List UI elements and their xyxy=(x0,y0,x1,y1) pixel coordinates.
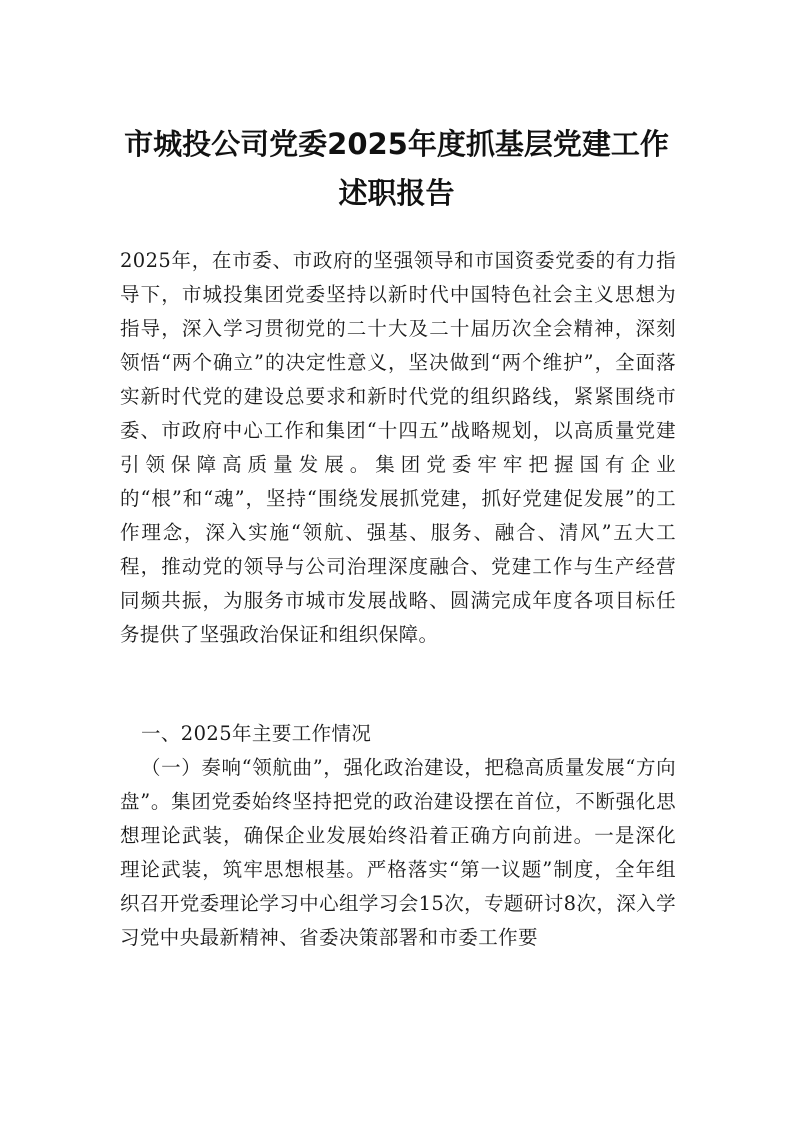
document-title-line-1: 市城投公司党委2025年度抓基层党建工作 xyxy=(124,127,669,161)
document-title-line-2: 述职报告 xyxy=(338,176,455,210)
section-1-paragraph-1: （一）奏响“领航曲”，强化政治建设，把稳高质量发展“方向盘”。集团党委始终坚持把党的政治建设摆在首位，不断强化思想理论武装，确保企业发展始终沿着正确方向前进。一是深化理论武装，筑牢思想根基。严格落实“第一议题”制度，全年组织召开党委理论学习中心组学习会15次，专题研讨8次，深入学习党中央最新精神、省委决策部署和市委工作要 xyxy=(120,756,676,949)
section-1-heading: 一、2025年主要工作情况 xyxy=(141,722,372,745)
intro-paragraph: 2025年，在市委、市政府的坚强领导和市国资委党委的有力指导下，市城投集团党委坚持以新时代中国特色社会主义思想为指导，深入学习贯彻党的二十大及二十届历次全会精神，深刻领悟“两个确立”的决定性意义，坚决做到“两个维护”，全面落实新时代党的建设总要求和新时代党的组织路线，紧紧围绕市委、市政府中心工作和集团“十四五”战略规划，以高质量党建引领保障高质量发展。集团党委牢牢把握国有企业的“根”和“魂”，坚持“围绕发展抓党建，抓好党建促发展”的工作理念，深入实施“领航、强基、服务、融合、清风”五大工程，推动党的领导与公司治理深度融合、党建工作与生产经营同频共振，为服务市城市发展战略、圆满完成年度各项目标任务提供了坚强政治保证和组织保障。 xyxy=(120,249,676,646)
